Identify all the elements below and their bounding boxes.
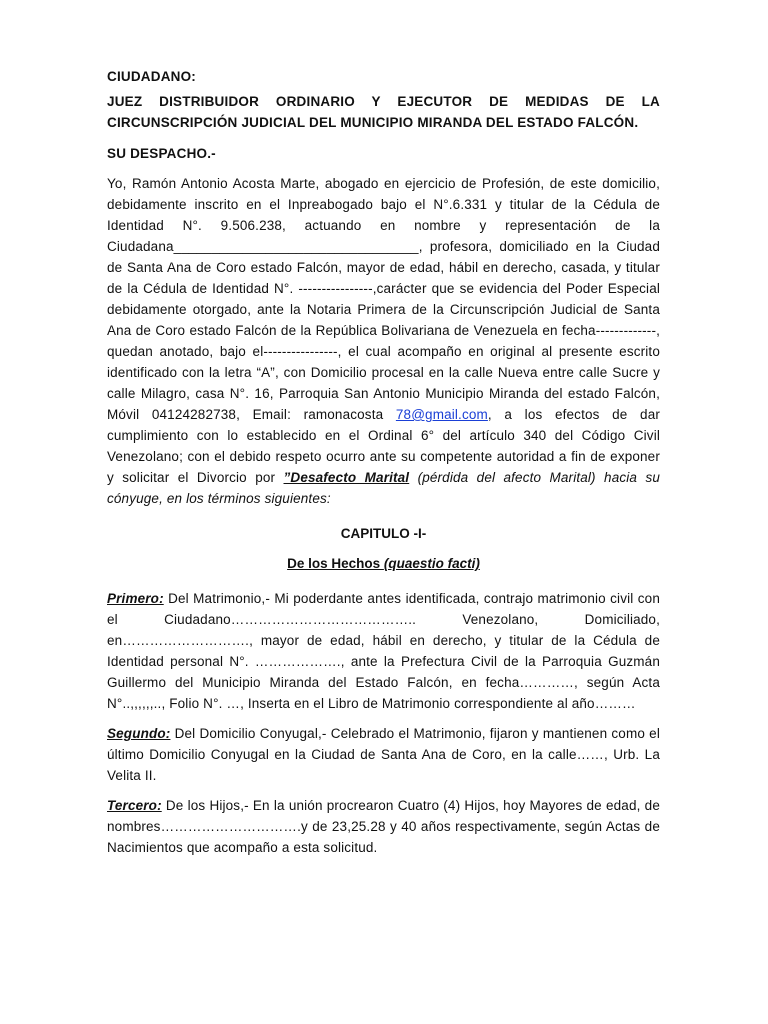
addressee-label: CIUDADANO: — [107, 69, 196, 84]
tercero-label: Tercero: — [107, 798, 162, 813]
intro-text-3: (pérdida del afecto Marital) hacia su cónyuge, en los términos siguientes: — [107, 470, 660, 506]
intro-text-1: Yo, Ramón Antonio Acosta Marte, abogado en ejercicio de Profesión, de este domicilio, debidamente inscrito en el Inpreabogado bajo el N°.6.331 y titular de la Cédula de Identidad N°. 9.506.238, actuando en nombre y representación de la Ciudadana________________________________, profesora, domiciliado en la Ciudad de Santa Ana de Coro estado Falcón, mayor de edad, hábil en derecho, casada, y titular de la Cédula de Identidad N°. ----------------,carácter que se evidencia del Poder Especial debidamente otorgado, ante la Notaria Primera de la Circunscripción Judicial de Santa Ana de Coro estado Falcón de la República Bolivariana de Venezuela en fecha-------------, quedan anotado, bajo el----------------, el cual acompaño en original al presente escrito identificado con la letra “A”, con Domicilio procesal en la calle Nueva entre calle Sucre y calle Milagro, casa N°. 16, Parroquia San Antonio Municipio Miranda del estado Falcón, Móvil 04124282738, Email: ramonacosta — [107, 176, 660, 422]
primero-text: Del Matrimonio,- Mi poderdante antes identificada, contrajo matrimonio civil con el Ciudadano………………………………….. Venezolano, Domiciliado, en………………………., mayor de edad, hábil en derecho, y titular de la Cédula de Identidad personal N°. ………………., ante la Prefectura Civil de la Parroquia Guzmán Guillermo del Municipio Miranda del Estado Falcón, en fecha…………, según Acta N°..,,,,,,.., Folio N°. …, Inserta en el Libro de Matrimonio correspondiente al año……… — [107, 591, 660, 711]
chapter-subtitle — [107, 553, 660, 574]
section-primero — [107, 588, 660, 714]
chapter-subtitle-latin: (quaestio facti) — [383, 556, 480, 571]
tercero-text: De los Hijos,- En la unión procrearon Cuatro (4) Hijos, hoy Mayores de edad, de nombres………………………….y de 23,25.28 y 40 años respectivamente, según Actas de Nacimientos que acompaño a esta solicitud. — [107, 798, 660, 855]
section-segundo — [107, 723, 660, 786]
intro-text-2: , a los efectos de dar cumplimiento con lo establecido en el Ordinal 6° del artículo 340 del Código Civil Venezolano; con el debido respeto ocurro ante su competente autoridad a fin de exponer y solicitar el Divorcio por — [107, 407, 661, 485]
court-heading: JUEZ DISTRIBUIDOR ORDINARIO Y EJECUTOR DE MEDIDAS DE LA CIRCUNSCRIPCIÓN JUDICIAL DEL MUNICIPIO MIRANDA DEL ESTADO FALCÓN. — [107, 93, 660, 130]
primero-label: Primero: — [107, 591, 164, 606]
segundo-label: Segundo: — [107, 726, 171, 741]
segundo-text: Del Domicilio Conyugal,- Celebrado el Matrimonio, fijaron y mantienen como el último Domicilio Conyugal en la Ciudad de Santa Ana de Coro, en la calle……, Urb. La Velita II. — [107, 726, 660, 783]
section-tercero — [107, 795, 660, 858]
intro-paragraph — [107, 173, 660, 509]
document-page — [107, 66, 660, 858]
chapter-subtitle-text: De los Hechos — [287, 556, 384, 571]
desafecto-marital: ”Desafecto Marital — [283, 470, 410, 485]
email-link[interactable]: 78@gmail.com — [395, 407, 488, 422]
despacho-label: SU DESPACHO.- — [107, 145, 216, 161]
chapter-title: CAPITULO -I- — [340, 526, 427, 541]
